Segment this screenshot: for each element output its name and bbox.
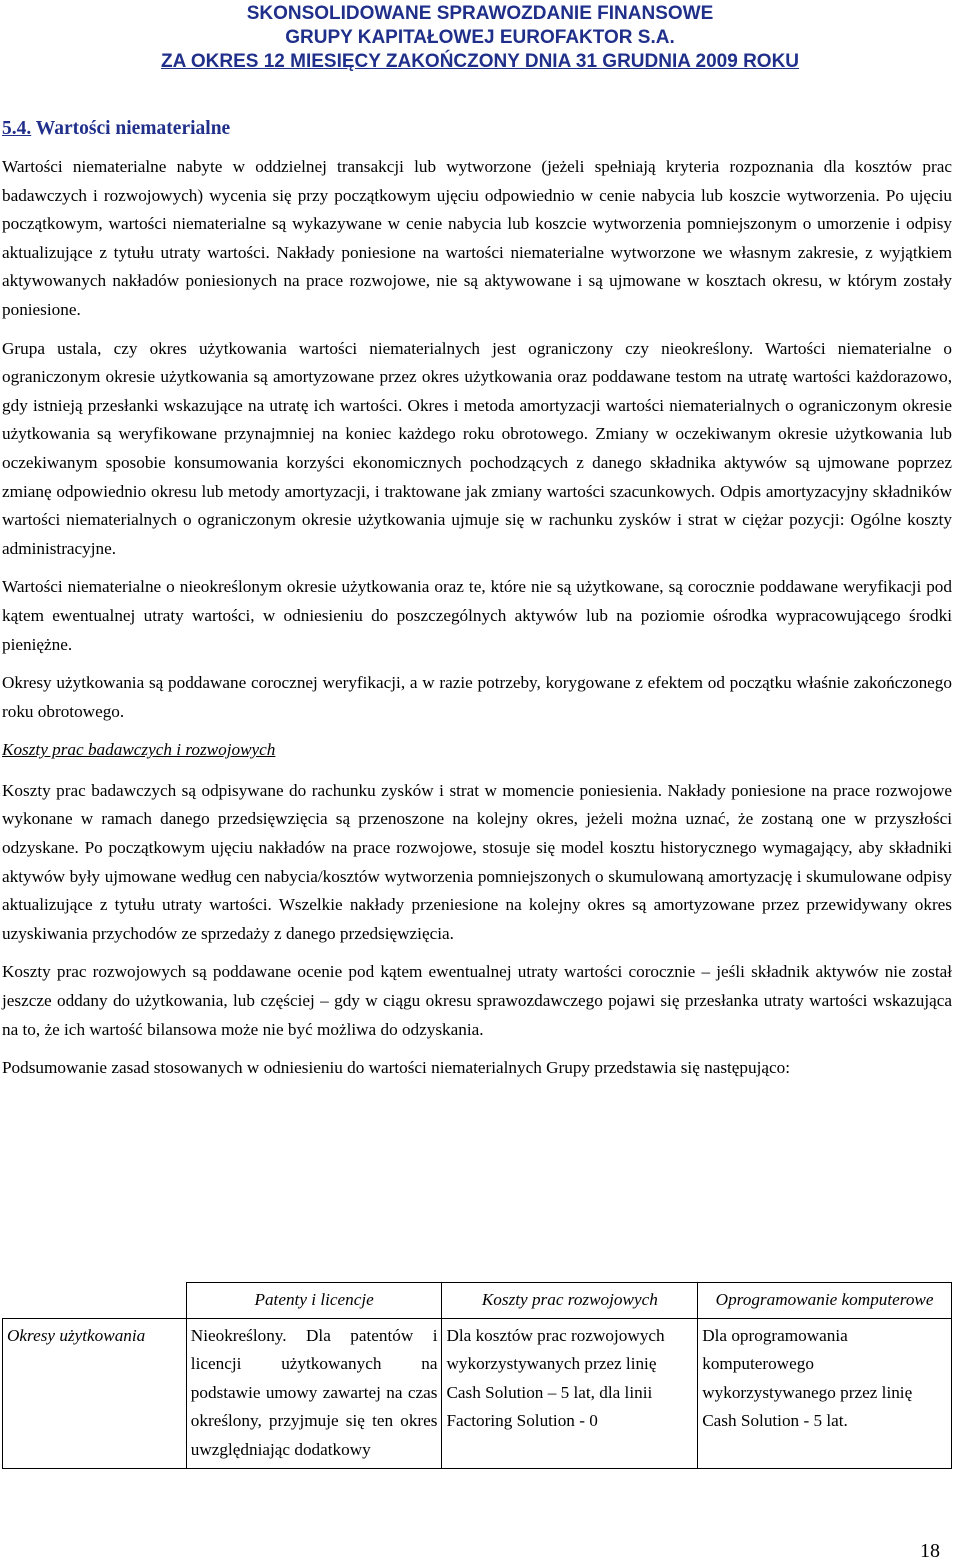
paragraph-4: Okresy użytkowania są poddawane corocznej weryfikacji, a w razie potrzeby, korygowane z efektem od początku właśnie zakończonego roku obrotowego. [2, 673, 952, 721]
paragraph-1: Wartości niematerialne nabyte w oddzielnej transakcji lub wytworzone (jeżeli spełniają kryteria rozpoznania dla kosztów prac badawczych i rozwojowych) wycenia się przy początkowym ujęciu odpowiednio w cenie nabycia lub koszcie wytworzenia. Po ujęciu początkowym, wartości niematerialne są wykazywane w cenie nabycia lub koszcie wytworzenia pomniejszonym o umorzenie i odpisy aktualizujące z tytułu utraty wartości. Nakłady poniesione na wartości niematerialne wytworzone we własnym zakresie, z wyjątkiem aktywowanych nakładów poniesionych na prace rozwojowe, nie są aktywowane i są ujmowane w kosztach okresu, w którym zostały poniesione. [2, 157, 952, 319]
paragraph-5: Koszty prac badawczych są odpisywane do rachunku zysków i strat w momencie poniesienia. Nakłady poniesione na prace rozwojowe wykonane w ramach danego przedsięwzięcia są przenoszone na kolejny okres, jeżeli można uznać, że zostaną one w przyszłości odzyskane. Po początkowym ujęciu nakładów na prace rozwojowe, stosuje się model kosztu historycznego wymagający, aby składniki aktywów były ujmowane według cen nabycia/kosztów wytworzenia pomniejszonych o skumulowaną amortyzację i skumulowane odpisy aktualizujące z tytułu utraty wartości. Wszelkie nakłady przeniesione na kolejny okres są amortyzowane przez przewidywany okres uzyskiwania przychodów ze sprzedaży z danego przedsięwzięcia. [2, 780, 952, 943]
section-number: 5.4. [2, 118, 32, 139]
table-header-patents: Patenty i licencje [186, 1283, 442, 1319]
report-header-line-2: GRUPY KAPITAŁOWEJ EUROFAKTOR S.A. [285, 27, 675, 48]
table-cell-rd-costs: Dla kosztów prac rozwojowych wykorzystywanych przez linię Cash Solution – 5 lat, dla linii Factoring Solution - 0 [442, 1318, 698, 1468]
table-header-software: Oprogramowanie komputerowe [698, 1283, 952, 1319]
table-cell-patents: Nieokreślony. Dla patentów i licencji użytkowanych na podstawie umowy zawartej na czas określony, przyjmuje się ten okres uwzględniając dodatkowy [186, 1318, 442, 1468]
table-cell-software: Dla oprogramowania komputerowego wykorzystywanego przez linię Cash Solution - 5 lat. [698, 1318, 952, 1468]
table-header-rd-costs: Koszty prac rozwojowych [442, 1283, 698, 1319]
section-heading [2, 118, 230, 140]
document-body [2, 153, 952, 1083]
report-header-line-3: ZA OKRES 12 MIESIĘCY ZAKOŃCZONY DNIA 31 GRUDNIA 2009 ROKU [160, 51, 800, 72]
paragraph-7: Podsumowanie zasad stosowanych w odniesieniu do wartości niematerialnych Grupy przedstawia się następująco: [2, 1058, 791, 1078]
section-title: Wartości niematerialne [35, 118, 231, 139]
paragraph-6: Koszty prac rozwojowych są poddawane ocenie pod kątem ewentualnej utraty wartości corocznie – jeśli składnik aktywów nie został jeszcze oddany do użytkowania, lub częściej – gdy w ciągu okresu sprawozdawczego pojawi się przesłanka utraty wartości wskazująca na to, że ich wartość bilansowa może nie być możliwa do odzyskania. [2, 962, 952, 1039]
page-number: 18 [920, 1540, 940, 1562]
table-row [3, 1318, 952, 1468]
summary-table [2, 1282, 952, 1469]
subheading-text: Koszty prac badawczych i rozwojowych [2, 740, 276, 760]
subheading-rd-costs [2, 736, 952, 765]
table-corner-cell [3, 1283, 187, 1319]
report-header-line-1: SKONSOLIDOWANE SPRAWOZDANIE FINANSOWE [246, 3, 714, 24]
table-header-row [3, 1283, 952, 1319]
paragraph-2: Grupa ustala, czy okres użytkowania wartości niematerialnych jest ograniczony czy nieokreślony. Wartości niematerialne o ograniczonym okresie użytkowania są amortyzowane przez okres użytkowania oraz poddawane testom na utratę wartości każdorazowo, gdy istnieją przesłanki wskazujące na utratę ich wartości. Okres i metoda amortyzacji wartości niematerialnych o ograniczonym okresie użytkowania są weryfikowane przynajmniej na koniec każdego roku obrotowego. Zmiany w oczekiwanym okresie użytkowania lub oczekiwanym sposobie konsumowania korzyści ekonomicznych pochodzących z danego składnika aktywów są ujmowane poprzez zmianę odpowiednio okresu lub metody amortyzacji, i traktowane jak zmiany wartości szacunkowych. Odpis amortyzacyjny składników wartości niematerialnych o ograniczonym okresie użytkowania ujmuje się w rachunku zysków i strat w ciężar pozycji: Ogólne koszty administracyjne. [2, 338, 952, 558]
table-row-label: Okresy użytkowania [3, 1318, 187, 1468]
paragraph-3: Wartości niematerialne o nieokreślonym okresie użytkowania oraz te, które nie są użytkowane, są corocznie poddawane weryfikacji pod kątem ewentualnej utraty wartości, w odniesieniu do poszczególnych aktywów lub na poziomie ośrodka wypracowującego środki pieniężne. [2, 577, 952, 654]
